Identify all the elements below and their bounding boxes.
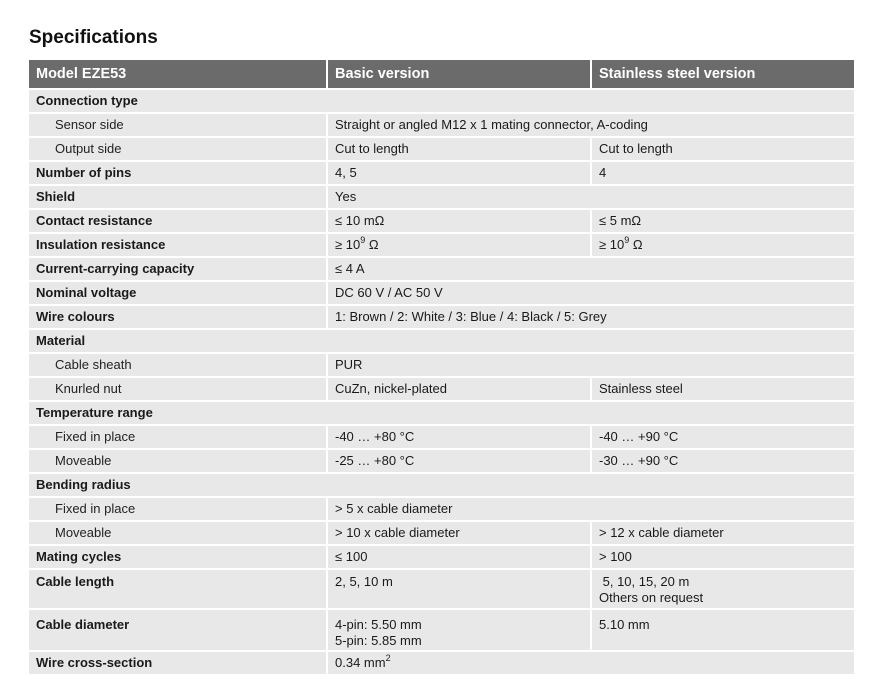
current-capacity-value: ≤ 4 A	[327, 257, 854, 281]
insulation-resistance-basic	[327, 233, 591, 257]
wire-cross-section-value	[327, 651, 854, 675]
temp-moveable-basic: -25 … +80 °C	[327, 449, 591, 473]
row-label-number-of-pins: Number of pins	[29, 161, 327, 185]
nominal-voltage-value: DC 60 V / AC 50 V	[327, 281, 854, 305]
row-label-wire-cross-section: Wire cross-section	[29, 651, 327, 675]
table-row	[29, 233, 854, 257]
bend-moveable-stainless: > 12 x cable diameter	[591, 521, 854, 545]
table-row	[29, 161, 854, 185]
table-row	[29, 185, 854, 209]
row-label-temperature-range: Temperature range	[29, 401, 854, 425]
mating-cycles-stainless: > 100	[591, 545, 854, 569]
table-row	[29, 329, 854, 353]
bend-moveable-basic: > 10 x cable diameter	[327, 521, 591, 545]
table-row	[29, 545, 854, 569]
table-row	[29, 257, 854, 281]
row-label-bending-radius: Bending radius	[29, 473, 854, 497]
table-row	[29, 281, 854, 305]
row-label-bend-fixed: Fixed in place	[29, 497, 327, 521]
insulation-basic-exponent: 9	[360, 234, 366, 245]
table-row	[29, 609, 854, 651]
row-label-insulation-resistance: Insulation resistance	[29, 233, 327, 257]
table-row	[29, 521, 854, 545]
table-row	[29, 569, 854, 609]
table-row	[29, 497, 854, 521]
row-label-nominal-voltage: Nominal voltage	[29, 281, 327, 305]
table-row	[29, 305, 854, 329]
row-label-bend-moveable: Moveable	[29, 521, 327, 545]
cable-diameter-basic	[327, 609, 591, 651]
cable-diameter-basic-line2: 5-pin: 5.85 mm	[335, 633, 422, 648]
output-side-stainless: Cut to length	[591, 137, 854, 161]
cable-length-basic: 2, 5, 10 m	[327, 569, 591, 609]
row-label-temp-fixed: Fixed in place	[29, 425, 327, 449]
row-label-contact-resistance: Contact resistance	[29, 209, 327, 233]
temp-fixed-stainless: -40 … +90 °C	[591, 425, 854, 449]
table-row	[29, 473, 854, 497]
contact-resistance-stainless: ≤ 5 mΩ	[591, 209, 854, 233]
wire-colours-value: 1: Brown / 2: White / 3: Blue / 4: Black / 5: Grey	[327, 305, 854, 329]
table-header-row	[29, 60, 854, 89]
header-basic-version: Basic version	[327, 60, 591, 89]
row-label-connection-type: Connection type	[29, 89, 854, 113]
bend-fixed-value: > 5 x cable diameter	[327, 497, 854, 521]
page-title: Specifications	[29, 27, 158, 48]
table-row	[29, 113, 854, 137]
insulation-stainless-exponent: 9	[624, 234, 630, 245]
output-side-basic: Cut to length	[327, 137, 591, 161]
temp-fixed-basic: -40 … +80 °C	[327, 425, 591, 449]
cable-sheath-value: PUR	[327, 353, 854, 377]
insulation-basic-unit: Ω	[365, 237, 379, 252]
cable-diameter-basic-line1: 4-pin: 5.50 mm	[335, 617, 422, 632]
table-row	[29, 425, 854, 449]
number-of-pins-basic: 4, 5	[327, 161, 591, 185]
wire-cross-section-number: 0.34 mm	[335, 655, 386, 670]
table-row	[29, 137, 854, 161]
mating-cycles-basic: ≤ 100	[327, 545, 591, 569]
insulation-basic-prefix: ≥ 10	[335, 237, 361, 252]
table-row	[29, 651, 854, 675]
table-row	[29, 353, 854, 377]
temp-moveable-stainless: -30 … +90 °C	[591, 449, 854, 473]
row-label-material: Material	[29, 329, 854, 353]
cable-length-stainless-line1: 5, 10, 15, 20 m	[599, 574, 690, 589]
table-row	[29, 401, 854, 425]
insulation-stainless-unit: Ω	[629, 237, 643, 252]
row-label-temp-moveable: Moveable	[29, 449, 327, 473]
wire-cross-section-exponent: 2	[385, 652, 391, 663]
table-row	[29, 209, 854, 233]
row-label-knurled-nut: Knurled nut	[29, 377, 327, 401]
sensor-side-value: Straight or angled M12 x 1 mating connector, A-coding	[327, 113, 854, 137]
specifications-table	[29, 60, 854, 676]
table-row	[29, 89, 854, 113]
row-label-sensor-side: Sensor side	[29, 113, 327, 137]
header-model: Model EZE53	[29, 60, 327, 89]
table-row	[29, 449, 854, 473]
header-stainless-version: Stainless steel version	[591, 60, 854, 89]
row-label-wire-colours: Wire colours	[29, 305, 327, 329]
knurled-nut-stainless: Stainless steel	[591, 377, 854, 401]
number-of-pins-stainless: 4	[591, 161, 854, 185]
insulation-stainless-prefix: ≥ 10	[599, 237, 625, 252]
row-label-mating-cycles: Mating cycles	[29, 545, 327, 569]
row-label-cable-length: Cable length	[29, 569, 327, 609]
row-label-cable-diameter: Cable diameter	[29, 609, 327, 651]
cable-diameter-stainless: 5.10 mm	[591, 609, 854, 651]
cable-length-stainless	[591, 569, 854, 609]
row-label-current-capacity: Current-carrying capacity	[29, 257, 327, 281]
cable-length-stainless-line2: Others on request	[599, 590, 704, 605]
contact-resistance-basic: ≤ 10 mΩ	[327, 209, 591, 233]
row-label-cable-sheath: Cable sheath	[29, 353, 327, 377]
shield-value: Yes	[327, 185, 854, 209]
insulation-resistance-stainless	[591, 233, 854, 257]
knurled-nut-basic: CuZn, nickel-plated	[327, 377, 591, 401]
row-label-shield: Shield	[29, 185, 327, 209]
table-row	[29, 377, 854, 401]
row-label-output-side: Output side	[29, 137, 327, 161]
